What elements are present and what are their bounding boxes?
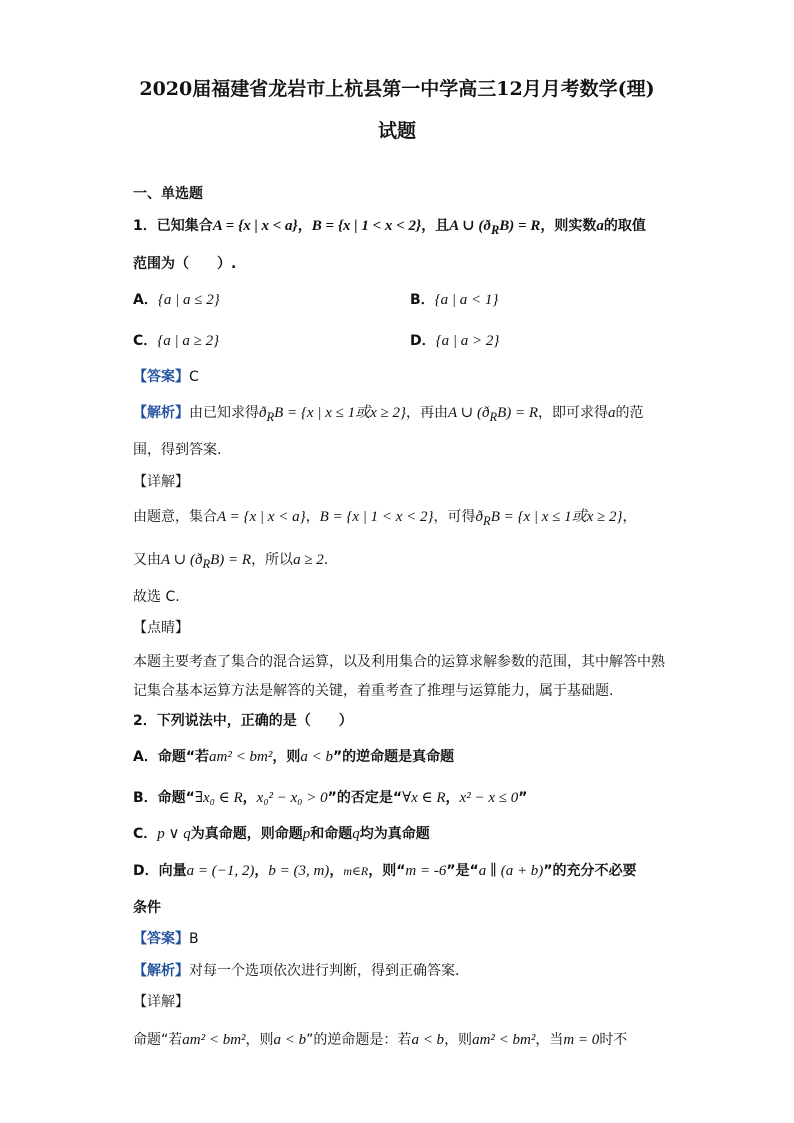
q2-detail-text: 时不 — [599, 1032, 628, 1048]
q1-analysis-math: B) = R — [497, 405, 539, 421]
q2-detail-text: ，则 — [245, 1032, 274, 1048]
q1-option-d-text: {a | a > 2} — [435, 333, 500, 349]
q2-option-math: b = (3, m) — [268, 863, 330, 879]
q2-option-b — [133, 788, 527, 808]
q2-option-text: ， — [254, 863, 269, 879]
q1-analysis-math: B = {x | x ≤ 1或x ≥ 2} — [274, 405, 406, 421]
q1-detail-line3: 故选 C. — [133, 589, 180, 605]
q2-detail-line1 — [133, 1030, 627, 1050]
q2-analysis-text: 对每一个选项依次进行判断，得到正确答案. — [189, 963, 460, 979]
q1-option-a-label: A． — [133, 292, 158, 308]
q1-option-a-text: {a | a ≤ 2} — [157, 292, 220, 308]
analysis-tag: 【解析】 — [133, 963, 189, 979]
q1-detail-math: B = {x | x ≤ 1或x ≥ 2} — [490, 509, 623, 525]
q1-answer — [133, 367, 199, 387]
q1-detail-math: a ≥ 2 — [293, 552, 324, 568]
q1-analysis-text: ，即可求得 — [538, 405, 609, 421]
q1-detail-text: ，所以 — [251, 552, 294, 568]
q2-detail-text: 命题“若 — [133, 1032, 183, 1048]
q1-option-b-text: {a | a < 1} — [434, 292, 499, 308]
q1-detail-line1 — [133, 507, 637, 531]
q1-option-c-text: {a | a ≥ 2} — [157, 333, 220, 349]
document-title-line2: 试题 — [377, 120, 416, 142]
q2-option-math: m∈R — [343, 864, 369, 878]
q2-option-text: ” — [518, 790, 528, 806]
q2-option-text: ”的逆命题是真命题 — [332, 749, 455, 765]
q2-detail-text: ，则 — [444, 1032, 473, 1048]
q1-stem-text: 1．已知集合 — [133, 218, 213, 234]
q2-option-c — [133, 824, 430, 844]
q1-detail-math: B = {x | 1 < x < 2} — [319, 509, 434, 525]
q1-analysis-sub: R — [489, 410, 498, 424]
q1-sep: ， — [297, 218, 312, 234]
q1-detail-text: . — [323, 552, 329, 568]
q2-option-text: ， — [445, 790, 460, 806]
q2-analysis — [133, 961, 459, 981]
q2-option-text: C． — [133, 826, 158, 842]
q1-set-a: A = {x | x < a} — [212, 218, 298, 234]
q1-comment-tag: 【点睛】 — [133, 620, 189, 636]
q2-detail-math: am² < bm² — [472, 1032, 536, 1048]
q1-analysis-line2: 围，得到答案. — [133, 442, 222, 458]
q1-analysis-math: ð — [259, 405, 267, 421]
q2-option-math: p ∨ q — [157, 826, 191, 842]
q1-answer-value: C — [189, 369, 199, 385]
q1-option-c — [133, 331, 219, 351]
q1-set-b: B = {x | 1 < x < 2} — [311, 218, 422, 234]
q2-option-d — [133, 861, 637, 881]
q2-detail-math: am² < bm² — [182, 1032, 246, 1048]
q1-detail-line2 — [133, 550, 328, 574]
q2-option-text: B．命题“ — [133, 790, 195, 806]
q2-option-math: q — [352, 826, 360, 842]
q1-option-b — [410, 290, 498, 310]
q1-comment-line2: 记集合基本运算方法是解答的关键，着重考查了推理与运算能力，属于基础题. — [133, 683, 614, 699]
q2-option-text: 均为真命题 — [359, 826, 430, 842]
q1-detail-tag: 【详解】 — [133, 474, 189, 490]
q1-analysis-complement — [259, 405, 406, 424]
q2-answer-value: B — [189, 931, 199, 947]
q2-option-math: a = (−1, 2) — [186, 863, 255, 879]
q1-detail-text: ，可得 — [433, 509, 476, 525]
q1-analysis-sub: R — [266, 410, 275, 424]
q1-union-end: B) = R — [499, 218, 541, 234]
q1-analysis-text: 由已知求得 — [189, 405, 259, 421]
document-title-line1: 2020届福建省龙岩市上杭县第一中学高三12月月考数学(理) — [139, 78, 655, 100]
q2-detail-math: a < b — [411, 1032, 445, 1048]
q2-stem: 2．下列说法中，正确的是（ ） — [133, 713, 353, 729]
q1-detail-sub: R — [202, 557, 211, 571]
q2-option-math: ∀x ∈ R — [402, 790, 446, 806]
q1-detail-text: ， — [622, 509, 637, 525]
q1-comment-line1: 本题主要考查了集合的混合运算，以及利用集合的运算求解参数的范围，其中解答中熟 — [133, 654, 665, 670]
q2-detail-text: ”的逆命题是：若 — [306, 1032, 412, 1048]
q2-detail-math: a < b — [273, 1032, 307, 1048]
q1-detail-math: A ∪ (ð — [161, 552, 203, 568]
q1-analysis-math: a — [608, 405, 616, 421]
q2-option-d-line2: 条件 — [133, 900, 161, 916]
q1-detail-text: 由题意，集合 — [133, 509, 217, 525]
q1-option-d — [410, 331, 499, 351]
q1-stem-line2: 范围为（ ）. — [133, 256, 237, 272]
q1-analysis-union — [447, 405, 539, 424]
q2-option-text: ”是“ — [446, 863, 479, 879]
q1-detail-math: A = {x | x < a} — [217, 509, 306, 525]
q2-option-text: ，则“ — [368, 863, 406, 879]
q2-option-text: ， — [242, 790, 257, 806]
q2-option-text: ， — [329, 863, 344, 879]
q1-detail-text: 又由 — [133, 552, 161, 568]
q1-option-b-label: B． — [410, 292, 435, 308]
q2-option-text: ”的否定是“ — [327, 790, 403, 806]
q2-option-a — [133, 747, 454, 767]
q2-option-text: 和命题 — [310, 826, 353, 842]
q2-option-math: am² < bm² — [209, 749, 273, 765]
q2-option-text: D．向量 — [133, 863, 187, 879]
q2-detail-math: m = 0 — [563, 1032, 600, 1048]
q2-option-text: ，则 — [272, 749, 301, 765]
q1-stem-text: ，则实数 — [540, 218, 597, 234]
q2-option-math: x₀² − x₀ > 0 — [256, 790, 328, 806]
q1-option-c-label: C． — [133, 333, 158, 349]
q1-option-a — [133, 290, 220, 310]
q2-option-math: a < b — [300, 749, 333, 765]
q2-answer — [133, 929, 199, 949]
q1-detail-union — [161, 552, 252, 571]
q1-detail-math: ð — [475, 509, 484, 525]
q1-detail-math: B) = R — [210, 552, 252, 568]
q2-option-math: ∃x₀ ∈ R — [194, 790, 243, 806]
q2-option-math: p — [302, 826, 311, 842]
q2-option-text: 为真命题，则命题 — [190, 826, 303, 842]
q2-detail-tag: 【详解】 — [133, 994, 189, 1010]
q1-analysis-text: ，再由 — [405, 405, 448, 421]
q2-option-math: a ∥ (a + b) — [478, 863, 544, 879]
q1-analysis-line1 — [133, 403, 644, 427]
q1-analysis-text: 的范 — [615, 405, 644, 421]
q1-stem-text: ，且 — [421, 218, 450, 234]
q2-option-text: ”的充分不必要 — [543, 863, 637, 879]
q1-stem-line1 — [133, 216, 646, 240]
section-heading: 一、单选题 — [133, 186, 203, 202]
q1-union-part: A ∪ (ð — [449, 218, 491, 234]
answer-tag: 【答案】 — [133, 369, 189, 385]
answer-tag: 【答案】 — [133, 931, 189, 947]
q2-option-math: x² − x ≤ 0 — [459, 790, 519, 806]
q1-var-a: a — [596, 218, 604, 234]
analysis-tag: 【解析】 — [133, 405, 189, 421]
q1-analysis-math: A ∪ (ð — [447, 405, 490, 421]
q2-option-text: A．命题“若 — [133, 749, 210, 765]
q1-union-expr — [449, 218, 541, 237]
q1-detail-text: ， — [305, 509, 320, 525]
q1-detail-sub: R — [483, 514, 491, 528]
q1-detail-complement — [475, 509, 623, 528]
q1-option-d-label: D． — [410, 333, 436, 349]
q1-stem-text: 的取值 — [603, 218, 646, 234]
q2-detail-text: ，当 — [535, 1032, 564, 1048]
q1-union-sub: R — [490, 223, 500, 237]
q2-option-math: m = -6 — [405, 863, 447, 879]
